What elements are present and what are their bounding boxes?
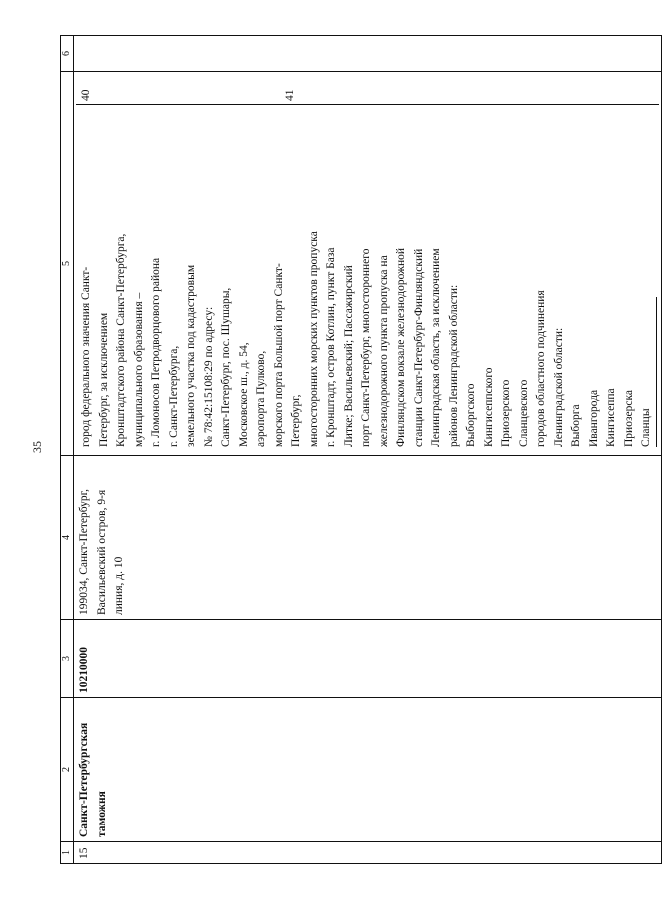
rotated-table-container: [60, 36, 652, 864]
service-area-line: Московское ш., д. 54,: [237, 342, 250, 447]
service-area-line: муниципального образования –: [132, 292, 145, 447]
service-area-line: город федерального значения Санкт-: [80, 266, 92, 447]
page-number: 35: [30, 441, 44, 453]
side-number-41: 41: [283, 89, 296, 101]
service-area-line: порт Санкт-Петербург, многостороннего: [360, 248, 372, 447]
side-number-40: 40: [80, 89, 92, 101]
service-area-line: Ленинградская область, за исключением: [430, 248, 442, 447]
service-area-line: Литке; Васильевский; Пассажирский: [342, 265, 355, 447]
column-6-cell: [74, 36, 662, 72]
col-header-5: 5: [61, 72, 74, 456]
service-area-line: городов областного подчинения: [535, 290, 547, 447]
service-area-line: Кингисеппа: [605, 388, 617, 447]
service-area-line: № 78:42:15108:29 по адресу:: [202, 306, 215, 447]
col-header-4: 4: [61, 456, 74, 620]
customs-name: Санкт-Петербургская таможня: [74, 698, 662, 842]
service-area-line: Сланцевского: [517, 379, 530, 447]
service-area-line: Приозерска: [622, 390, 635, 447]
service-area-line: Приозерского: [500, 379, 512, 447]
service-area-line: Выборга: [570, 404, 582, 447]
service-area-text: [76, 105, 659, 451]
service-area-line: Ивангорода: [587, 389, 600, 447]
col-header-1: 1: [61, 842, 74, 864]
service-area-line: г. Кронштадт, остров Котлин, пункт База: [325, 247, 337, 447]
service-area-line: железнодорожного пункта пропуска на: [377, 255, 390, 447]
service-area-line: г. Ломоносов Петродворцового района: [150, 257, 162, 447]
service-area-line: морского порта Большой порт Санкт-: [272, 263, 285, 447]
service-area-line: земельного участка под кадастровым: [185, 264, 197, 447]
service-area-line: многосторонних морских пунктов пропуска: [307, 231, 320, 447]
customs-table: [60, 35, 662, 864]
service-area-line: районов Ленинградской области:: [447, 284, 460, 447]
service-area-line: Кронштадтского района Санкт-Петербурга,: [115, 233, 127, 447]
row-number: 15: [74, 842, 662, 864]
service-area-line: Петербург,: [290, 394, 302, 447]
header-row: [61, 36, 74, 864]
col-header-6: 6: [61, 36, 74, 72]
col-header-2: 2: [61, 698, 74, 842]
service-area-cell: [74, 72, 662, 456]
service-area-line: Финляндском вокзале железнодорожной: [395, 247, 407, 447]
side-numbers: [76, 76, 659, 105]
customs-address: 199034, Санкт-Петербург, Васильевский остров, 9-я линия, д. 10: [74, 456, 662, 620]
service-area-line: Санкт-Петербург, пос. Шушары,: [220, 287, 232, 447]
service-area-line: Выборгского: [465, 383, 477, 447]
customs-code: 10210000: [74, 620, 662, 698]
service-area-line: Кингисеппского: [482, 367, 495, 447]
service-area-line: Сланцы: [638, 297, 657, 447]
service-area-line: станции Санкт-Петербург-Финляндский: [412, 248, 425, 447]
service-area-line: аэропорта Пулково,: [255, 350, 267, 447]
service-area-line: Ленинградской области:: [552, 327, 565, 447]
service-area-line: г. Санкт-Петербурга,: [167, 345, 180, 447]
col-header-3: 3: [61, 620, 74, 698]
table-row: [74, 36, 662, 864]
service-area-line: Петербург, за исключением: [97, 312, 110, 447]
